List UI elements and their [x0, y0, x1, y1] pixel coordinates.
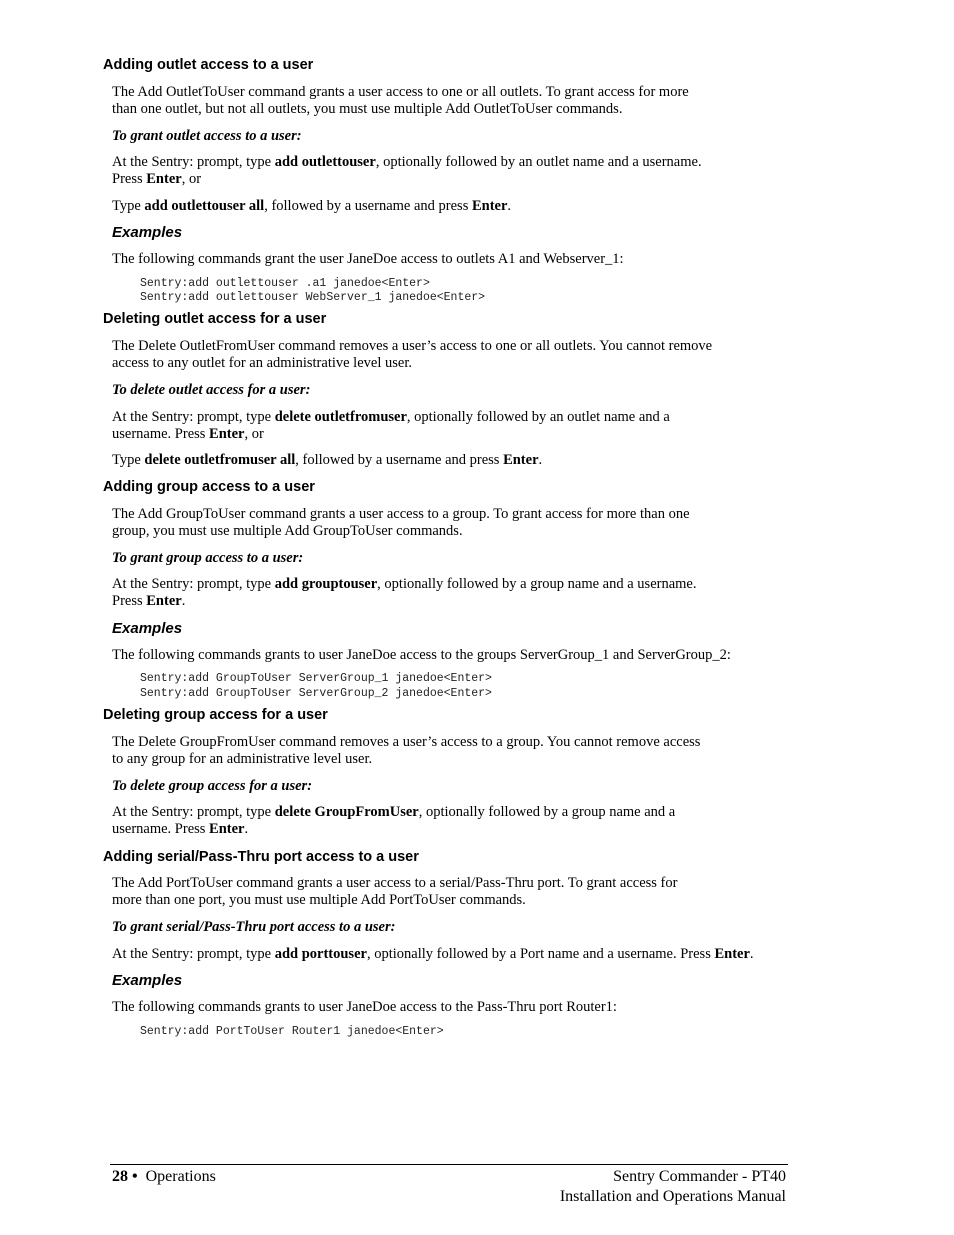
paragraph: access to any outlet for an administrative level user.: [112, 355, 412, 371]
footer-section: Operations: [145, 1168, 216, 1185]
footer-left: [112, 1167, 216, 1187]
command-text: add outlettouser: [274, 154, 376, 170]
examples-heading: Examples: [112, 972, 183, 989]
instruction: At the Sentry: prompt, type delete GroupFromUser, optionally followed by a group name and a: [112, 804, 676, 820]
paragraph: The following commands grants to user JaneDoe access to the Pass-Thru port Router1:: [112, 999, 617, 1015]
instruction: At the Sentry: prompt, type add grouptouser, optionally followed by a group name and a username.: [112, 576, 697, 592]
examples-heading: Examples: [112, 224, 183, 241]
instruction: Type add outlettouser all, followed by a username and press Enter.: [112, 198, 512, 214]
page-number: 28: [112, 1168, 128, 1185]
instruction: Press Enter.: [112, 593, 186, 609]
section-heading-add-outlet: Adding outlet access to a user: [103, 57, 314, 73]
code-line: Sentry:add GroupToUser ServerGroup_2 janedoe<Enter>: [140, 687, 492, 700]
code-line: Sentry:add outlettouser .a1 janedoe<Enter>: [140, 277, 430, 290]
command-text: add grouptouser: [274, 576, 378, 592]
key-text: Enter: [471, 198, 508, 214]
key-text: Enter: [146, 171, 182, 187]
command-text: delete outletfromuser: [274, 409, 407, 425]
paragraph: more than one port, you must use multiple Add PortToUser commands.: [112, 892, 526, 908]
command-text: add porttouser: [274, 946, 367, 962]
instruction: At the Sentry: prompt, type add outlettouser, optionally followed by an outlet name and a username.: [112, 154, 702, 170]
paragraph: The following commands grants to user JaneDoe access to the groups ServerGroup_1 and ServerGroup_2:: [112, 647, 731, 663]
task-title: To delete outlet access for a user:: [112, 382, 311, 398]
task-title: To grant serial/Pass-Thru port access to a user:: [112, 919, 396, 935]
paragraph: The Delete OutletFromUser command removes a user’s access to one or all outlets. You cannot remove: [112, 338, 713, 354]
footer-manual: Installation and Operations Manual: [559, 1188, 786, 1205]
key-text: Enter: [714, 946, 750, 962]
instruction: At the Sentry: prompt, type add porttouser, optionally followed by a Port name and a username. Press Enter.: [112, 946, 754, 962]
paragraph: The Delete GroupFromUser command removes a user’s access to a group. You cannot remove access: [112, 734, 701, 750]
paragraph: The following commands grant the user JaneDoe access to outlets A1 and Webserver_1:: [112, 251, 624, 267]
instruction: username. Press Enter.: [112, 821, 249, 837]
command-text: delete GroupFromUser: [274, 804, 419, 820]
paragraph: group, you must use multiple Add GroupToUser commands.: [112, 523, 463, 539]
paragraph: to any group for an administrative level user.: [112, 751, 373, 767]
task-title: To grant outlet access to a user:: [112, 128, 302, 144]
instruction: At the Sentry: prompt, type delete outletfromuser, optionally followed by an outlet name and a: [112, 409, 670, 425]
key-text: Enter: [503, 452, 539, 468]
footer-rule: [110, 1164, 788, 1165]
code-line: Sentry:add PortToUser Router1 janedoe<Enter>: [140, 1025, 444, 1038]
paragraph: than one outlet, but not all outlets, you must use multiple Add OutletToUser commands.: [112, 101, 623, 117]
task-title: To delete group access for a user:: [112, 778, 313, 794]
key-text: Enter: [146, 593, 182, 609]
section-heading-add-port: Adding serial/Pass-Thru port access to a user: [103, 849, 419, 865]
code-line: Sentry:add GroupToUser ServerGroup_1 janedoe<Enter>: [140, 672, 492, 685]
command-text: delete outletfromuser all: [144, 452, 296, 468]
instruction: Press Enter, or: [112, 171, 202, 187]
key-text: Enter: [209, 426, 245, 442]
instruction: Type delete outletfromuser all, followed by a username and press Enter.: [112, 452, 543, 468]
footer-product: Sentry Commander - PT40: [613, 1168, 786, 1185]
code-line: Sentry:add outlettouser WebServer_1 janedoe<Enter>: [140, 291, 486, 304]
task-title: To grant group access to a user:: [112, 550, 304, 566]
key-text: Enter: [209, 821, 245, 837]
paragraph: The Add OutletToUser command grants a user access to one or all outlets. To grant access for more: [112, 84, 689, 100]
section-heading-delete-group: Deleting group access for a user: [103, 707, 328, 723]
paragraph: The Add PortToUser command grants a user access to a serial/Pass-Thru port. To grant access for: [112, 875, 678, 891]
paragraph: The Add GroupToUser command grants a user access to a group. To grant access for more than one: [112, 506, 690, 522]
bullet: •: [132, 1168, 138, 1185]
section-heading-delete-outlet: Deleting outlet access for a user: [103, 311, 327, 327]
section-heading-add-group: Adding group access to a user: [103, 479, 315, 495]
instruction: username. Press Enter, or: [112, 426, 264, 442]
command-text: add outlettouser all: [144, 198, 265, 214]
examples-heading: Examples: [112, 620, 183, 637]
